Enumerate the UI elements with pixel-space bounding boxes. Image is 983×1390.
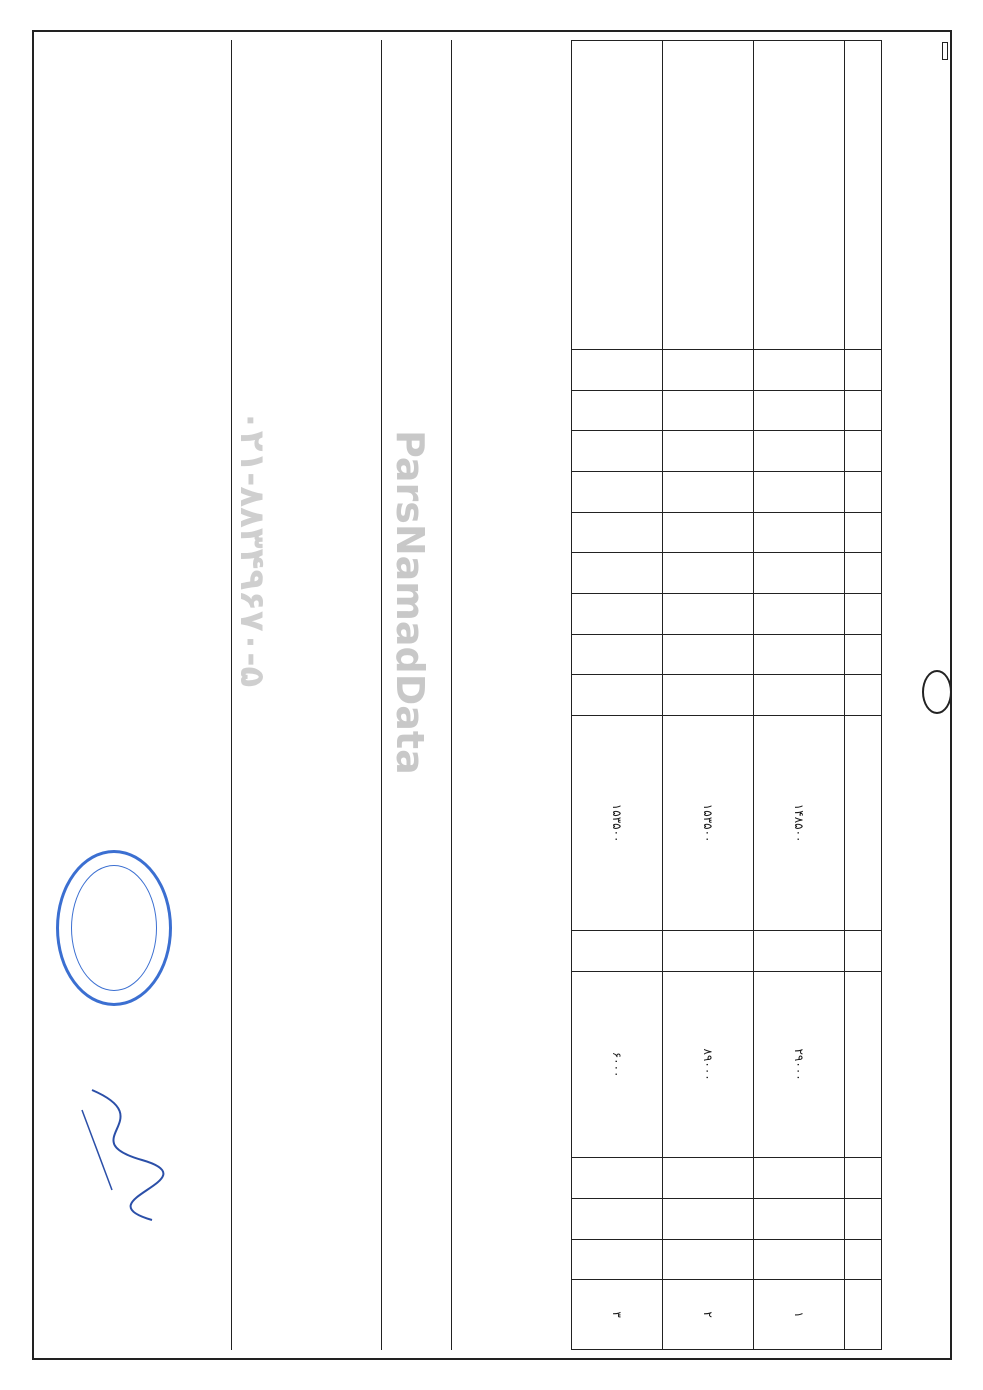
handwritten-signature-icon bbox=[62, 1080, 182, 1230]
cell-spec bbox=[753, 1158, 844, 1199]
stamp-inner-ring bbox=[71, 865, 157, 991]
cell-place bbox=[571, 553, 662, 594]
col-unit bbox=[844, 931, 881, 972]
company-logo-icon bbox=[922, 670, 952, 714]
cell-contract bbox=[571, 472, 662, 513]
cell-currency bbox=[753, 675, 844, 716]
cell-terms bbox=[662, 350, 753, 391]
cell-unit bbox=[662, 931, 753, 972]
cell-name bbox=[571, 1239, 662, 1280]
cell-supplier bbox=[662, 593, 753, 634]
col-desc bbox=[844, 41, 881, 350]
watermark-brand: ParsNamadData bbox=[387, 430, 432, 775]
cell-name bbox=[753, 1239, 844, 1280]
col-spec bbox=[844, 1158, 881, 1199]
cell-brand bbox=[571, 1198, 662, 1239]
cell-currency bbox=[662, 675, 753, 716]
col-price bbox=[844, 715, 881, 930]
cell-price: ۱۴۸۵۰۰ bbox=[753, 715, 844, 930]
cell-price: ۱۵۳۵۰۰ bbox=[662, 715, 753, 930]
official-stamp-icon bbox=[56, 850, 172, 1006]
serial-box bbox=[942, 42, 948, 60]
col-pkg bbox=[844, 512, 881, 553]
watermark-phone: ۰۲۱-۸۸۳۴۹۶۷۰-۵ bbox=[231, 410, 272, 688]
col-name bbox=[844, 1239, 881, 1280]
col-contract bbox=[844, 472, 881, 513]
col-qty bbox=[844, 971, 881, 1157]
cell-brand bbox=[662, 1198, 753, 1239]
cell-date bbox=[662, 431, 753, 472]
col-row bbox=[844, 1280, 881, 1350]
cell-spec bbox=[662, 1158, 753, 1199]
cell-unit bbox=[571, 931, 662, 972]
cell-terms bbox=[571, 350, 662, 391]
col-place bbox=[844, 553, 881, 594]
col-date bbox=[844, 431, 881, 472]
cell-unit bbox=[753, 931, 844, 972]
col-supplier bbox=[844, 593, 881, 634]
cell-pkg bbox=[662, 512, 753, 553]
cell-place bbox=[662, 553, 753, 594]
cell-row: ۲ bbox=[662, 1280, 753, 1350]
cell-payment bbox=[753, 390, 844, 431]
cell-qty: ۶۰۰۰ bbox=[571, 971, 662, 1157]
cell-contract bbox=[662, 472, 753, 513]
cell-currency bbox=[571, 675, 662, 716]
cell-place bbox=[753, 553, 844, 594]
cell-name bbox=[662, 1239, 753, 1280]
cell-min bbox=[662, 634, 753, 675]
cell-desc bbox=[571, 41, 662, 350]
cell-qty: ۲۹۰۰۰ bbox=[753, 971, 844, 1157]
col-payment bbox=[844, 390, 881, 431]
cell-pkg bbox=[571, 512, 662, 553]
cell-pkg bbox=[753, 512, 844, 553]
rotated-document bbox=[32, 30, 952, 1360]
col-brand bbox=[844, 1198, 881, 1239]
table-row bbox=[753, 41, 844, 1350]
cell-spec bbox=[571, 1158, 662, 1199]
cell-contract bbox=[753, 472, 844, 513]
cell-supplier bbox=[571, 593, 662, 634]
table-row bbox=[571, 41, 662, 1350]
cell-payment bbox=[571, 390, 662, 431]
cell-desc bbox=[753, 41, 844, 350]
fine-print bbox=[223, 40, 231, 1350]
table-header-row bbox=[844, 41, 881, 1350]
col-terms bbox=[844, 350, 881, 391]
cell-brand bbox=[753, 1198, 844, 1239]
cell-row: ۳ bbox=[571, 1280, 662, 1350]
cell-date bbox=[753, 431, 844, 472]
col-min bbox=[844, 634, 881, 675]
offer-table bbox=[571, 40, 882, 1350]
cell-min bbox=[753, 634, 844, 675]
cell-row: ۱ bbox=[753, 1280, 844, 1350]
table-row bbox=[662, 41, 753, 1350]
cell-date bbox=[571, 431, 662, 472]
cell-supplier bbox=[753, 593, 844, 634]
cell-payment bbox=[662, 390, 753, 431]
exchange-section bbox=[231, 40, 382, 1350]
cell-terms bbox=[753, 350, 844, 391]
col-currency bbox=[844, 675, 881, 716]
cell-price: ۱۵۳۵۰۰ bbox=[571, 715, 662, 930]
cell-desc bbox=[662, 41, 753, 350]
cell-qty: ۸۹۰۰۰ bbox=[662, 971, 753, 1157]
cell-min bbox=[571, 634, 662, 675]
